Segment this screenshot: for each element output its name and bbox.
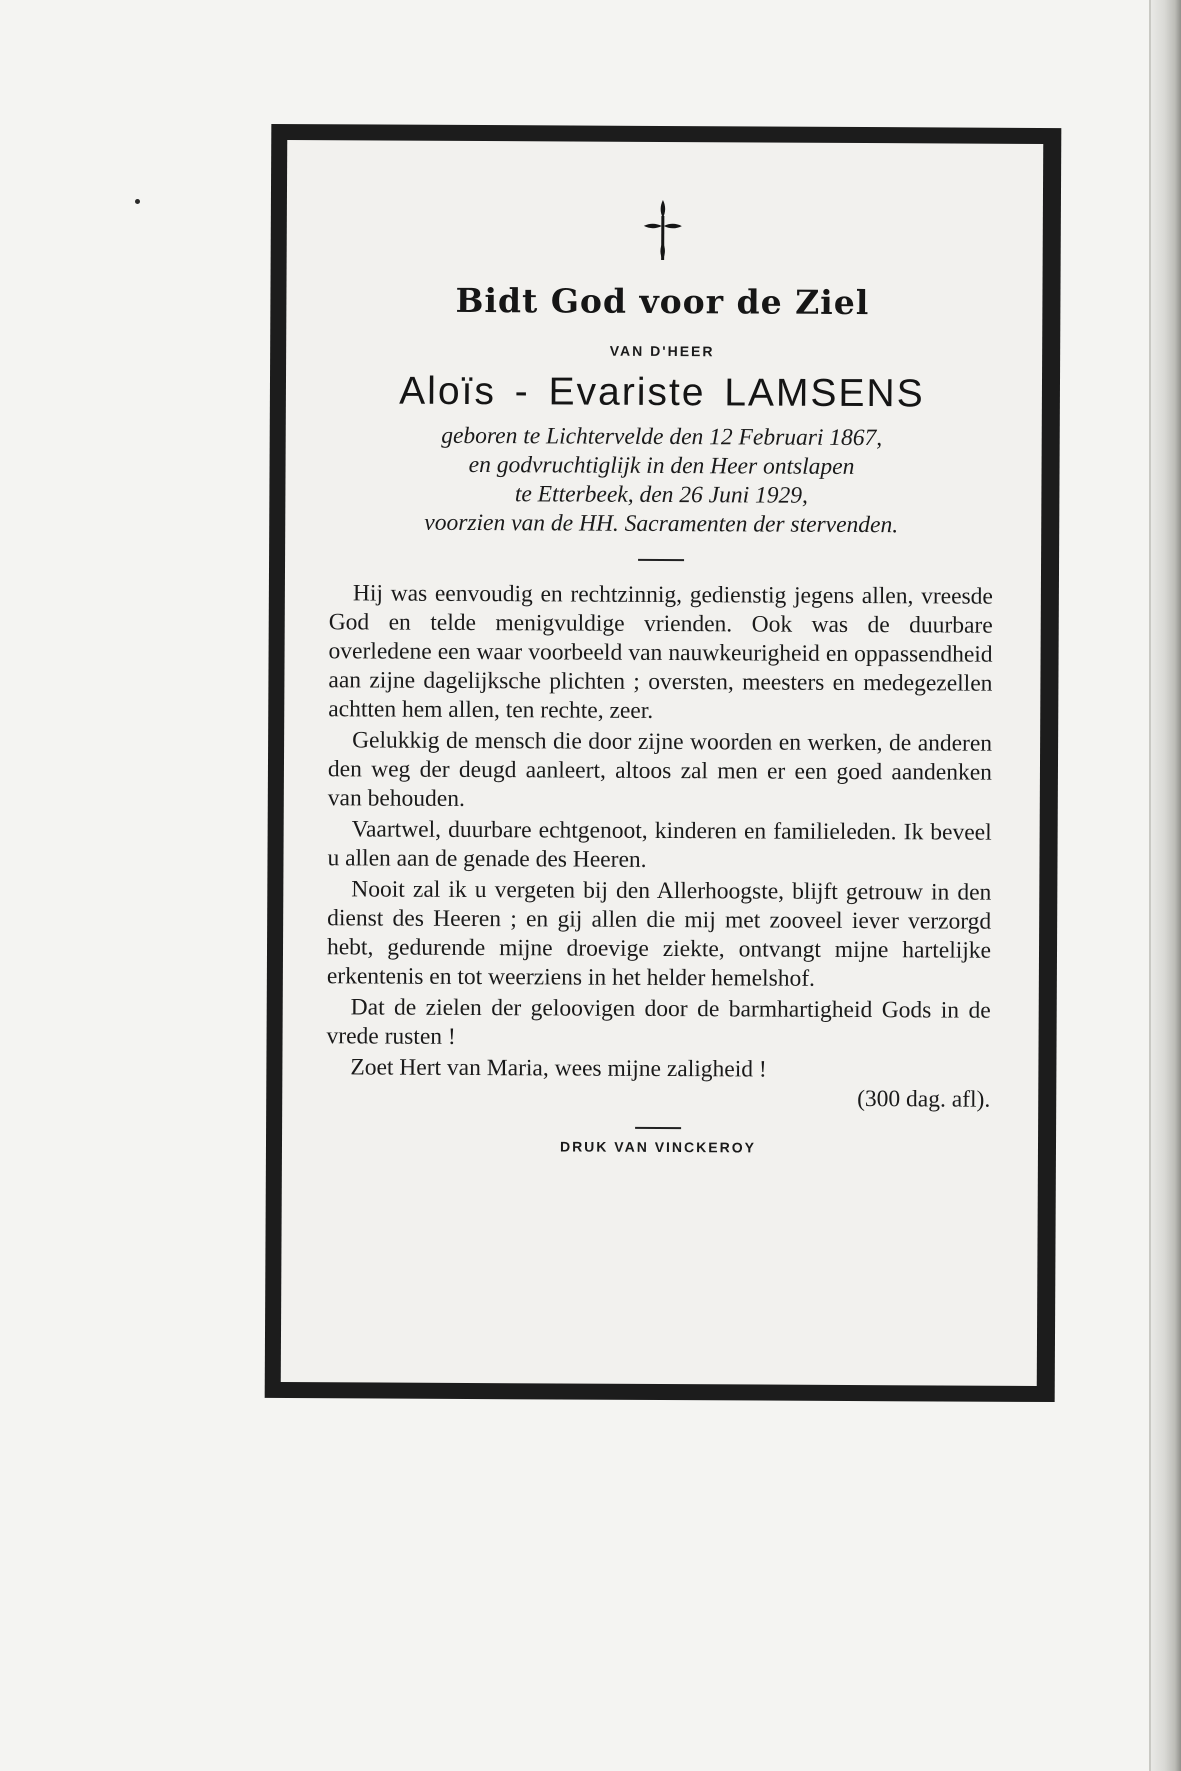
body-paragraph: Vaartwel, duurbare echtgenoot, kinderen en familieleden. Ik beveel u allen aan de genade des Heeren. <box>327 816 992 873</box>
birth-death-details <box>329 421 994 540</box>
body-paragraph: Nooit zal ik u vergeten bij den Allerhoogste, blijft getrouw in den dienst des Heeren ; en gij allen die mij met zooveel iever verzorgd hebt, gedurende mijne droevige ziekte, ontvangt mijne hartelijke erkentenis en tot weerziens in het helder hemelshof. <box>326 876 992 992</box>
details-line: voorzien van de HH. Sacramenten der stervenden. <box>424 509 899 539</box>
card-heading: Bidt God voor de Ziel <box>455 280 870 323</box>
details-line: geboren te Lichtervelde den 12 Februari 1867, <box>441 422 883 452</box>
printer-imprint: DRUK VAN VINCKEROY <box>559 1138 757 1156</box>
body-paragraph: Gelukkig de mensch die door zijne woorden en werken, de anderen den weg der deugd aanleert, altoos zal men er een goed aandenken van behouden. <box>327 727 993 812</box>
ink-speck <box>135 199 140 204</box>
body-paragraph: Zoet Hert van Maria, wees mijne zaligheid ! <box>350 1054 767 1083</box>
indulgence-note: (300 dag. afl). <box>857 1086 991 1113</box>
body-paragraph: Hij was eenvoudig en rechtzinnig, gedienstig jegens allen, vreesde God en telde menigvuldige vrienden. Ook was de duurbare overledene een waar voorbeeld van nauwkeurigheid en oppassendheid aan zijne dagelijksche plichten ; oversten, meesters en medegezellen achtten hem allen, ten rechte, zeer. <box>328 580 993 724</box>
divider <box>635 1127 681 1129</box>
details-line: en godvruchtiglijk in den Heer ontslapen <box>468 451 855 480</box>
memorial-card <box>265 124 1062 1402</box>
page-edge <box>1151 0 1181 1771</box>
memorial-card-body <box>281 140 1043 1386</box>
card-subheading: VAN D'HEER <box>609 342 715 360</box>
divider <box>638 559 684 561</box>
details-line: te Etterbeek, den 26 Juni 1929, <box>514 481 808 509</box>
deceased-name: Aloïs - Evariste LAMSENS <box>399 369 925 416</box>
cross-icon <box>642 198 684 262</box>
body-paragraph: Dat de zielen der geloovigen door de barmhartigheid Gods in de vrede rusten ! <box>326 994 991 1050</box>
